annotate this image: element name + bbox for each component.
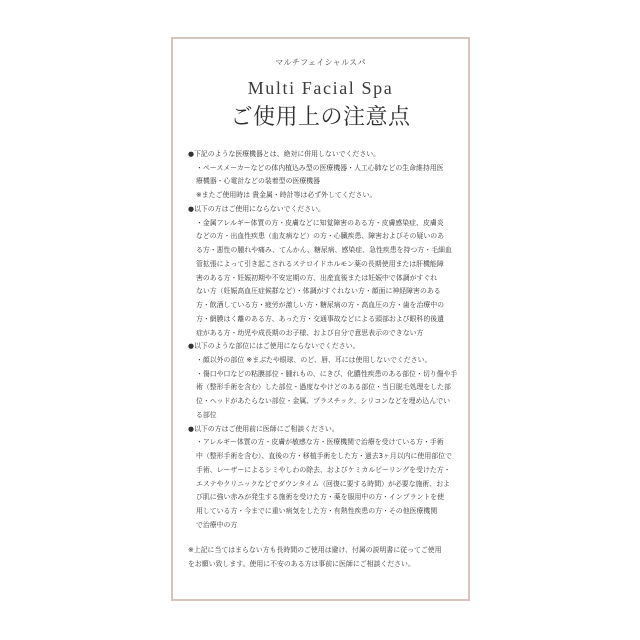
caution-line: ※またご使用時は 貴金属・時計等は必ず外してください。 [196,191,377,200]
caution-line: 方・網膜はく離のある方、あった方・交通事故などによる頭部および眼科的後遺 [196,314,444,323]
caution-line: ない方（妊娠高血圧症候群など）・体調がすぐれない方・顔面に神経障害のある [196,287,441,296]
caution-line: る方・悪性の腫れや痛み、てんかん、糖尿病、感染症、急性疾患を持つ方・毛細血 [196,246,452,255]
section-heading: ●以下の方はご使用にならないでください。 [188,204,325,213]
caution-line: ・傷口や口などの粘膜部位・腫れもの、にきび、化膿性疾患のある部位・切り傷や手 [196,369,458,378]
caution-line: 管拡張によって引き起こされるステロイドホルモン薬の長期使用または肝機能障 [196,259,444,268]
caution-line: 方・飲酒している方・疲労が激しい方・糖尿病の方・高血圧の方・歯を治療中の [196,301,445,310]
caution-line: 術（整形手術を含む）した部位・過度なやけどのある部位・当日脱毛処理をした部 [196,383,451,392]
caution-line: 療機器・心電計などの装着型の医療機器 [196,177,321,186]
caution-line: で治療中の方 [196,520,238,529]
product-name-kana: マルチフェイシャルスパ [275,58,366,67]
section-heading: ●以下の方はご使用前に医師にご相談ください。 [188,424,339,433]
section-heading: ●下記のような医療機器とは、絶対に併用しないでください。 [188,150,381,158]
footer-note-line: をお願い致します。使用に不安のある方は事前に医師にご相談ください。 [188,559,415,568]
caution-body [188,148,464,533]
caution-line: 位・ヘッドがあたらない部位・金属、プラスチック、シリコンなどを埋め込んでい [196,397,450,406]
caution-line: ・金属アレルギー体質の方・皮膚などに知覚障害のある方・皮膚感染症、皮膚炎 [196,218,444,227]
caution-title: ご使用上の注意点 [230,105,411,130]
caution-line: 中（整形手術を含む）、直後の方・移植手術をした方・過去3ヶ月以内に使用部位で [196,452,452,461]
caution-line: 手術、レーザーによるシミやしわの除去、およびケミカルピーリングを受けた方・ [196,465,451,474]
caution-line: る部位 [196,410,217,419]
caution-line: ・顔以外の部位 ※まぶたや眼球、のど、唇、耳には使用しないでください。 [196,356,432,365]
caution-line: び肌に強い赤みが発生する施術を受けた方・薬を服用中の方・インプラントを使 [196,493,445,502]
caution-line: ・ペースメーカーなどの体内植込み型の医療機器・人工心肺などの生命維持用医 [196,163,444,172]
caution-line: 用している方・今までに重い病気をした方・有熱性疾患の方・その他医療機関 [196,507,438,516]
caution-line: 症がある方・幼児や成長期のお子様、および自分で意思表示のできない方 [196,328,424,337]
caution-line: 害のある方・妊娠初期や不安定期の方、出産直後または妊娠中で体調がすぐれ [196,273,438,282]
footer-note-line: ※上記に当てはまらない方も長時間のご使用は避け、付属の説明書に従ってご使用 [188,546,442,554]
caution-line: エステやクリニックなどでダウンタイム（回復に要する時間）が必要な施術、およ [196,479,450,488]
caution-line: などの方・出血性疾患（血友病など）の方・心臓疾患、障害およびその疑いのあ [196,232,445,241]
product-name: Multi Facial Spa [247,78,394,98]
footer-note [188,544,464,571]
section-heading: ●以下のような部位にはご使用にならないでください。 [188,342,360,351]
caution-line: ・アレルギー体質の方・皮膚が敏感な方・医療機関で治療を受けている方・手術 [196,438,444,447]
